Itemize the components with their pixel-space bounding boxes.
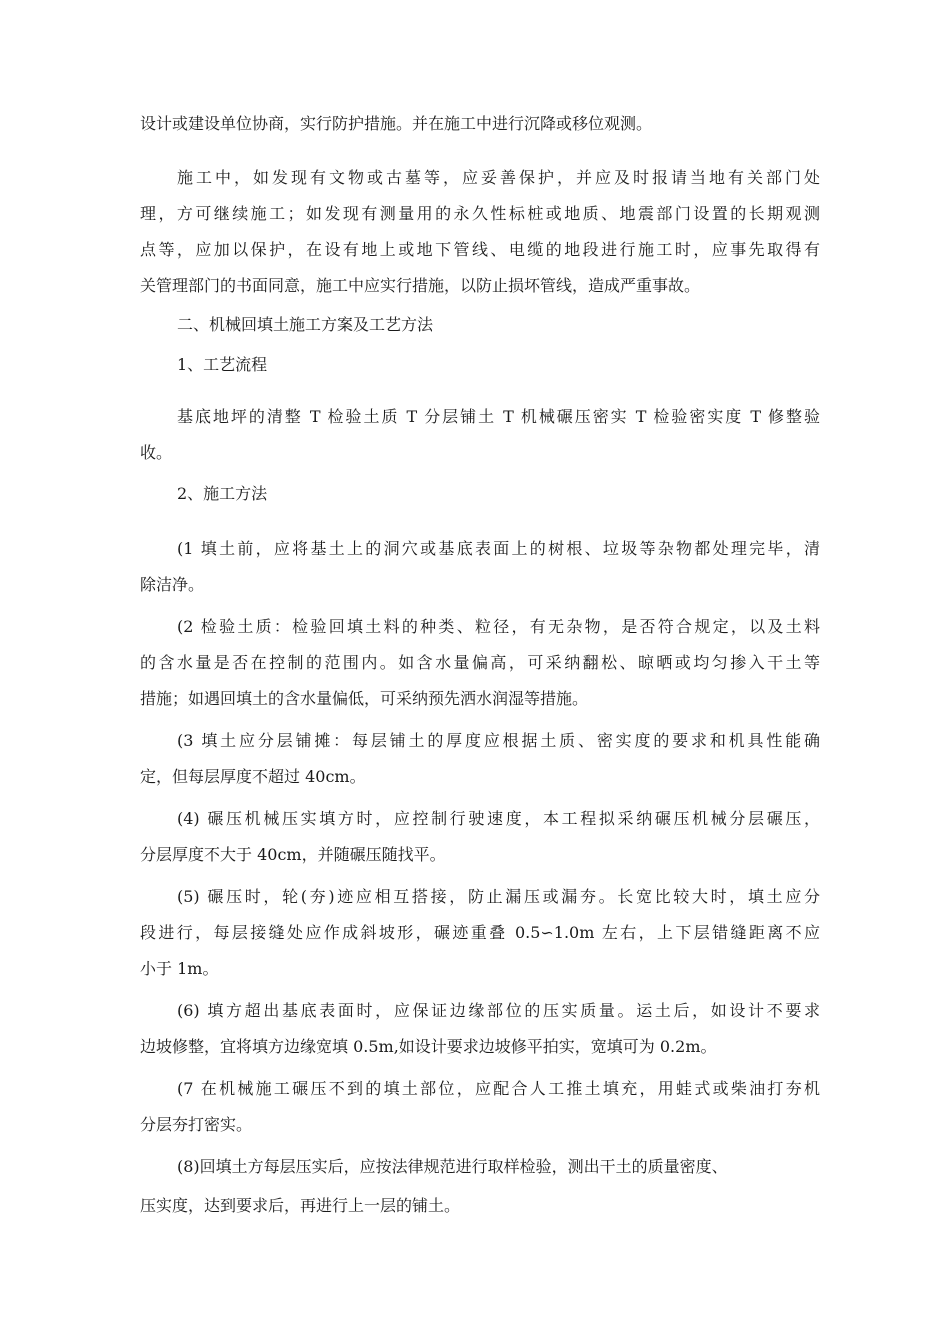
- text-line: 措施；如遇回填土的含水量偏低，可采纳预先洒水润湿等措施。: [140, 689, 589, 708]
- text-line: (5) 碾压时，轮(夯)迹应相互搭接，防止漏压或漏夯。长宽比较大时，填土应分: [177, 887, 820, 906]
- text-line: 基底地坪的清整 T 检验土质 T 分层铺土 T 机械碾压密实 T 检验密实度 T 修整验: [177, 407, 820, 426]
- text-line: 设计或建设单位协商，实行防护措施。并在施工中进行沉降或移位观测。: [140, 114, 653, 133]
- text-line: (8)回填土方每层压实后，应按法律规范进行取样检验，测出干土的质量密度、: [177, 1157, 728, 1176]
- text-line: 段进行，每层接缝处应作成斜坡形，碾迹重叠 0.5∽1.0m 左右，上下层错缝距离不应: [140, 923, 820, 942]
- subsection-heading: 2、施工方法: [177, 484, 268, 503]
- text-line: (6) 填方超出基底表面时，应保证边缘部位的压实质量。运土后，如设计不要求: [177, 1001, 820, 1020]
- text-line: (7 在机械施工碾压不到的填土部位，应配合人工推土填充，用蛙式或柴油打夯机: [177, 1079, 820, 1098]
- text-line: 除洁净。: [140, 575, 205, 594]
- text-line: (3 填土应分层铺摊：每层铺土的厚度应根据土质、密实度的要求和机具性能确: [177, 731, 820, 750]
- text-line: 分层厚度不大于 40cm，并随碾压随找平。: [140, 845, 446, 864]
- text-line: 施工中，如发现有文物或古墓等，应妥善保护，并应及时报请当地有关部门处: [177, 168, 820, 187]
- section-heading: 二、机械回填土施工方案及工艺方法: [177, 315, 434, 334]
- text-line: 小于 1m。: [140, 959, 219, 978]
- text-line: 边坡修整，宜将填方边缘宽填 0.5m,如设计要求边坡修平拍实，宽填可为 0.2m。: [140, 1037, 717, 1056]
- text-line: 理，方可继续施工；如发现有测量用的永久性标桩或地质、地震部门设置的长期观测: [140, 204, 820, 223]
- text-line: 的含水量是否在控制的范围内。如含水量偏高，可采纳翻松、晾晒或均匀掺入干土等: [140, 653, 820, 672]
- text-line: 点等，应加以保护，在设有地上或地下管线、电缆的地段进行施工时，应事先取得有: [140, 240, 820, 259]
- text-line: 收。: [140, 443, 173, 462]
- text-line: 关管理部门的书面同意，施工中应实行措施，以防止损坏管线，造成严重事故。: [140, 276, 701, 295]
- text-line: 压实度，达到要求后，再进行上一层的铺土。: [140, 1196, 461, 1215]
- text-line: (2 检验土质：检验回填土料的种类、粒径，有无杂物，是否符合规定，以及土料: [177, 617, 820, 636]
- subsection-heading: 1、工艺流程: [177, 355, 268, 374]
- text-line: 分层夯打密实。: [140, 1115, 253, 1134]
- text-line: (1 填土前，应将基土上的洞穴或基底表面上的树根、垃圾等杂物都处理完毕，清: [177, 539, 820, 558]
- text-line: 定，但每层厚度不超过 40cm。: [140, 767, 366, 786]
- text-line: (4) 碾压机械压实填方时，应控制行驶速度，本工程拟采纳碾压机械分层碾压，: [177, 809, 820, 828]
